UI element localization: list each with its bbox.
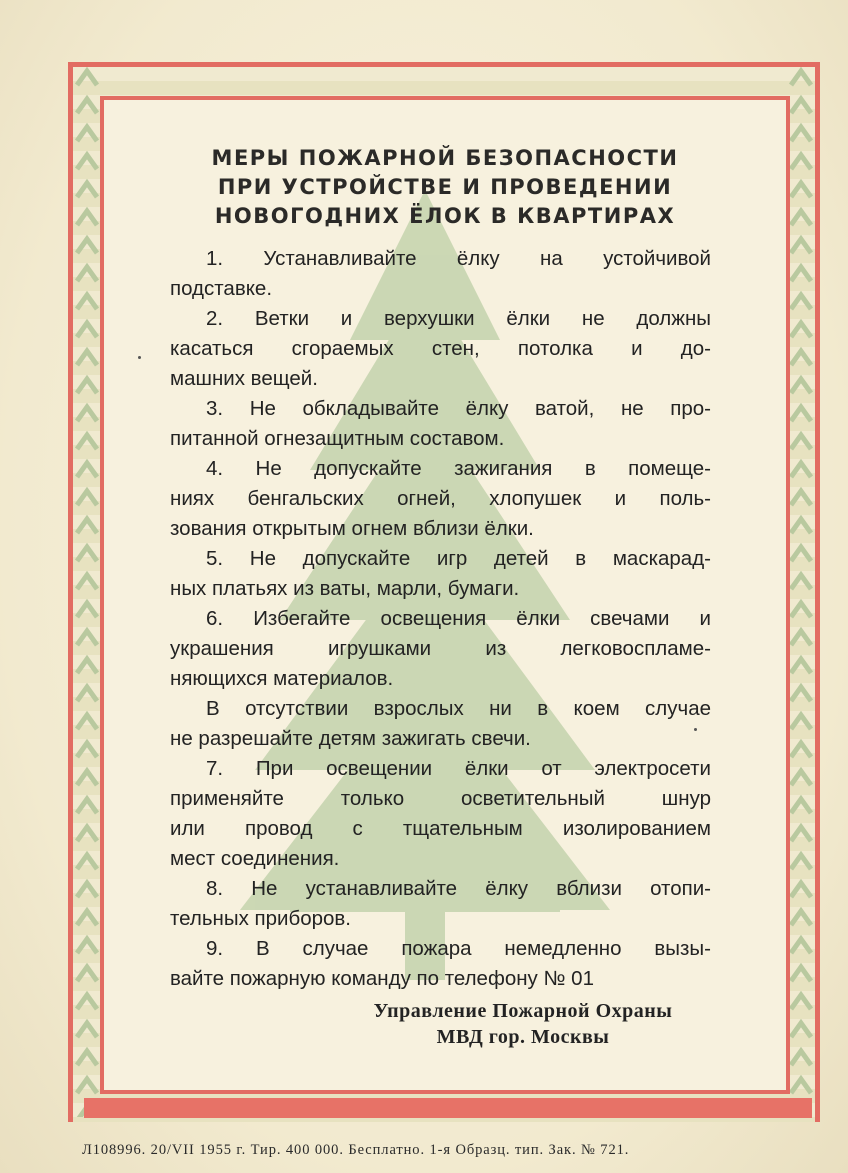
chevron-mark (791, 659, 811, 673)
rule-line: вайте пожарную команду по телефону № 01 (170, 967, 594, 990)
poster-title (140, 144, 750, 231)
paper-speck (694, 728, 697, 731)
rule-item (170, 874, 711, 934)
chevron-mark (77, 463, 97, 477)
chevron-mark (77, 939, 97, 953)
chevron-mark (77, 827, 97, 841)
chevron-mark (77, 575, 97, 589)
chevron-mark (77, 547, 97, 561)
title-line: МЕРЫ ПОЖАРНОЙ БЕЗОПАСНОСТИ (211, 146, 679, 170)
chevron-mark (791, 603, 811, 617)
chevron-mark (791, 99, 811, 113)
chevron-mark (791, 995, 811, 1009)
title-line: ПРИ УСТРОЙСТВЕ И ПРОВЕДЕНИИ (217, 175, 673, 199)
chevron-mark (77, 71, 97, 85)
chevron-mark (77, 99, 97, 113)
rule-line: машних вещей. (170, 367, 318, 390)
rule-line: 4. Не допускайте зажигания в помеще- (206, 457, 711, 480)
chevron-mark (791, 295, 811, 309)
rule-line: ниях бенгальских огней, хлопушек и поль- (170, 487, 711, 510)
chevron-mark (77, 911, 97, 925)
chevron-mark (77, 631, 97, 645)
rule-line: 8. Не устанавливайте ёлку вблизи отопи- (206, 877, 711, 900)
chevron-mark (77, 687, 97, 701)
rule-line: 2. Ветки и верхушки ёлки не должны (206, 307, 711, 330)
rule-line: 1. Устанавливайте ёлку на устойчивой (206, 247, 711, 270)
left-chevron-rail (75, 67, 99, 1117)
rule-item (170, 544, 711, 604)
paper-speck (138, 356, 141, 359)
chevron-mark (791, 1079, 811, 1093)
chevron-mark (77, 239, 97, 253)
chevron-mark (791, 71, 811, 85)
chevron-mark (77, 323, 97, 337)
chevron-mark (77, 967, 97, 981)
chevron-mark (77, 995, 97, 1009)
chevron-mark (791, 407, 811, 421)
rule-line: В отсутствии взрослых ни в коем случае (206, 697, 711, 720)
chevron-mark (77, 855, 97, 869)
rule-line: касаться сгораемых стен, потолка и до- (170, 337, 711, 360)
rule-line: няющихся материалов. (170, 667, 394, 690)
issuer-line: Управление Пожарной Охраны (373, 1000, 673, 1022)
bottom-red-stripe (84, 1098, 812, 1118)
rule-line: применяйте только осветительный шнур (170, 787, 711, 810)
issuer-signature (300, 998, 746, 1050)
chevron-mark (791, 799, 811, 813)
chevron-mark (77, 659, 97, 673)
chevron-mark (791, 379, 811, 393)
safety-rules (170, 244, 711, 994)
issuer-line: МВД гор. Москвы (436, 1026, 610, 1048)
chevron-mark (77, 883, 97, 897)
rule-item (170, 754, 711, 874)
chevron-mark (791, 967, 811, 981)
chevron-mark (791, 911, 811, 925)
chevron-mark (77, 407, 97, 421)
chevron-mark (77, 603, 97, 617)
chevron-mark (77, 267, 97, 281)
rule-item (170, 244, 711, 304)
chevron-mark (77, 155, 97, 169)
rule-item (170, 454, 711, 544)
chevron-mark (791, 771, 811, 785)
chevron-mark (77, 519, 97, 533)
chevron-mark (77, 771, 97, 785)
chevron-mark (77, 127, 97, 141)
chevron-mark (77, 435, 97, 449)
rule-line: ных платьях из ваты, марли, бумаги. (170, 577, 520, 600)
rule-line: 3. Не обкладывайте ёлку ватой, не про- (206, 397, 711, 420)
chevron-mark (791, 687, 811, 701)
rule-item (170, 394, 711, 454)
title-line: НОВОГОДНИХ ЁЛОК В КВАРТИРАХ (214, 204, 676, 228)
chevron-mark (791, 547, 811, 561)
rule-line: питанной огнезащитным составом. (170, 427, 505, 450)
chevron-mark (77, 295, 97, 309)
rule-line: подставке. (170, 277, 273, 300)
rule-item (170, 304, 711, 394)
chevron-mark (791, 211, 811, 225)
chevron-mark (791, 631, 811, 645)
rule-item (170, 934, 711, 994)
chevron-mark (791, 1051, 811, 1065)
rule-line: 5. Не допускайте игр детей в маскарад- (206, 547, 711, 570)
chevron-mark (791, 267, 811, 281)
chevron-mark (791, 183, 811, 197)
chevron-mark (77, 1079, 97, 1093)
chevron-mark (791, 939, 811, 953)
chevron-mark (791, 519, 811, 533)
rule-item (170, 604, 711, 694)
rule-item (170, 694, 711, 754)
chevron-mark (791, 463, 811, 477)
chevron-mark (791, 127, 811, 141)
print-imprint: Л108996. 20/VII 1955 г. Тир. 400 000. Бесплатно. 1-я Образц. тип. Зак. № 721. (82, 1142, 630, 1158)
chevron-mark (791, 575, 811, 589)
chevron-mark (791, 491, 811, 505)
rule-line: 6. Избегайте освещения ёлки свечами и (206, 607, 711, 630)
chevron-mark (77, 1023, 97, 1037)
rule-line: зования открытым огнем вблизи ёлки. (170, 517, 534, 540)
chevron-mark (77, 351, 97, 365)
chevron-mark (791, 1023, 811, 1037)
chevron-mark (77, 1051, 97, 1065)
chevron-mark (791, 239, 811, 253)
chevron-mark (791, 155, 811, 169)
chevron-mark (77, 183, 97, 197)
chevron-mark (77, 211, 97, 225)
chevron-mark (77, 715, 97, 729)
rule-line: не разрешайте детям зажигать свечи. (170, 727, 531, 750)
rule-line: мест соединения. (170, 847, 340, 870)
rule-line: или провод с тщательным изолированием (170, 817, 711, 840)
rule-line: украшения игрушками из легковоспламе- (170, 637, 711, 660)
chevron-mark (791, 827, 811, 841)
right-chevron-rail (789, 67, 813, 1117)
chevron-mark (791, 715, 811, 729)
chevron-mark (77, 799, 97, 813)
chevron-mark (791, 351, 811, 365)
rule-line: тельных приборов. (170, 907, 352, 930)
rule-line: 9. В случае пожара немедленно вызы- (206, 937, 711, 960)
chevron-mark (791, 435, 811, 449)
rule-line: 7. При освещении ёлки от электросети (206, 757, 711, 780)
chevron-mark (791, 883, 811, 897)
chevron-mark (791, 855, 811, 869)
chevron-mark (77, 743, 97, 757)
chevron-mark (791, 323, 811, 337)
chevron-mark (791, 743, 811, 757)
chevron-mark (77, 379, 97, 393)
chevron-mark (77, 491, 97, 505)
